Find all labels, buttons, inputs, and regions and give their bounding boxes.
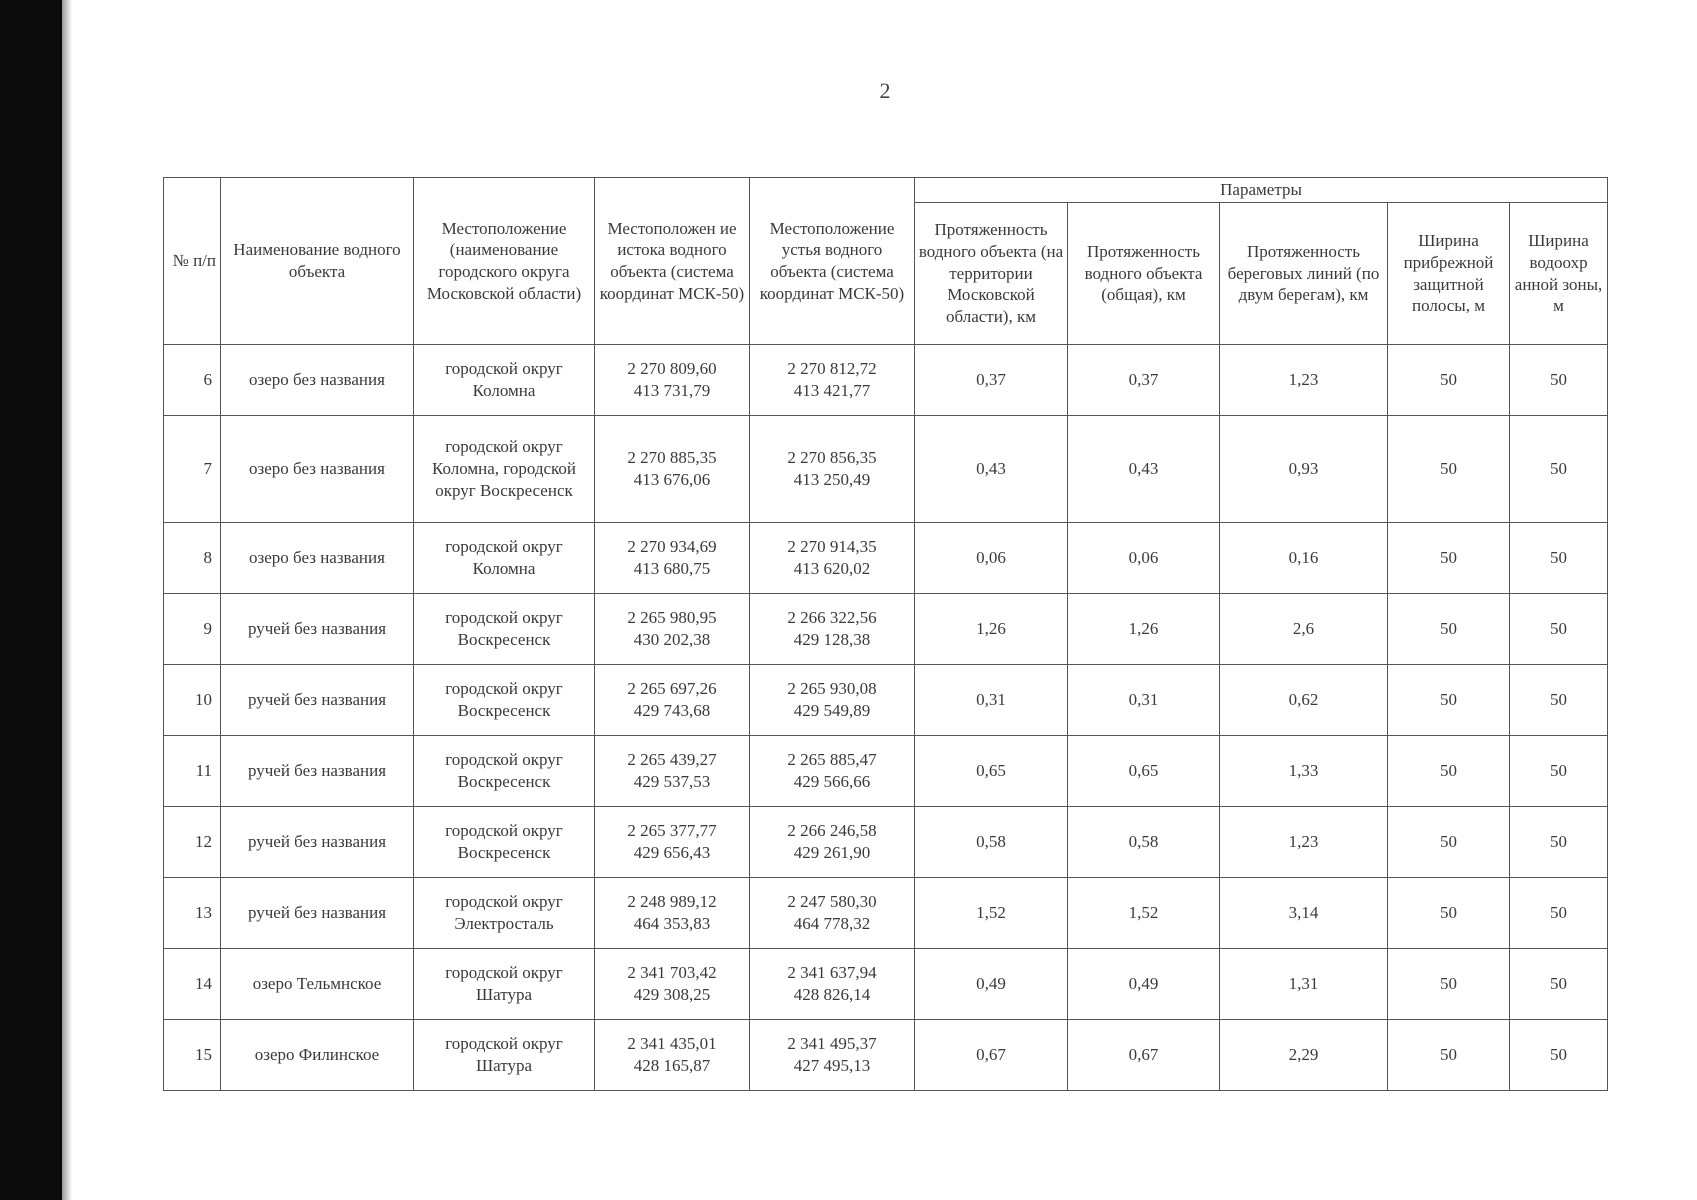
cell-length-region: 0,06 [915, 523, 1068, 594]
header-num: № п/п [164, 178, 221, 345]
scan-edge-fade [62, 0, 72, 1200]
header-length-total: Протяженность водного объекта (общая), км [1068, 203, 1220, 345]
cell-name: ручей без названия [221, 878, 414, 949]
mouth-x: 2 341 637,94 [787, 963, 877, 983]
source-x: 2 265 980,95 [627, 608, 717, 628]
cell-num: 13 [164, 878, 221, 949]
cell-num: 10 [164, 665, 221, 736]
cell-length-total: 0,67 [1068, 1020, 1220, 1091]
cell-name: озеро Филинское [221, 1020, 414, 1091]
cell-source [595, 736, 750, 807]
source-y: 464 353,83 [633, 914, 711, 933]
cell-mouth [750, 807, 915, 878]
mouth-y: 429 566,66 [793, 772, 871, 791]
mouth-y: 429 261,90 [793, 843, 871, 862]
cell-length-total: 0,43 [1068, 416, 1220, 523]
cell-location: городской округ Воскресенск [414, 736, 595, 807]
source-x: 2 270 809,60 [627, 359, 717, 379]
cell-shore-length: 1,23 [1220, 345, 1388, 416]
cell-source [595, 878, 750, 949]
cell-length-total: 1,26 [1068, 594, 1220, 665]
cell-length-region: 0,43 [915, 416, 1068, 523]
source-x: 2 270 885,35 [627, 448, 717, 468]
cell-coastal-strip: 50 [1388, 665, 1510, 736]
cell-source [595, 594, 750, 665]
cell-name: ручей без названия [221, 594, 414, 665]
source-y: 429 743,68 [633, 701, 711, 720]
cell-shore-length: 2,6 [1220, 594, 1388, 665]
page-number: 2 [879, 78, 891, 103]
mouth-x: 2 270 914,35 [787, 537, 877, 557]
cell-protection-zone: 50 [1510, 949, 1608, 1020]
mouth-y: 413 250,49 [793, 470, 871, 489]
cell-length-region: 0,58 [915, 807, 1068, 878]
cell-length-total: 1,52 [1068, 878, 1220, 949]
cell-shore-length: 3,14 [1220, 878, 1388, 949]
cell-location: городской округ Электросталь [414, 878, 595, 949]
mouth-y: 413 421,77 [793, 381, 871, 400]
cell-length-total: 0,31 [1068, 665, 1220, 736]
mouth-x: 2 270 856,35 [787, 448, 877, 468]
cell-protection-zone: 50 [1510, 807, 1608, 878]
cell-location: городской округ Коломна [414, 523, 595, 594]
cell-protection-zone: 50 [1510, 878, 1608, 949]
cell-length-total: 0,58 [1068, 807, 1220, 878]
cell-mouth [750, 594, 915, 665]
cell-protection-zone: 50 [1510, 1020, 1608, 1091]
cell-coastal-strip: 50 [1388, 594, 1510, 665]
cell-name: озеро без названия [221, 523, 414, 594]
mouth-y: 464 778,32 [793, 914, 871, 933]
mouth-y: 429 549,89 [793, 701, 871, 720]
cell-protection-zone: 50 [1510, 345, 1608, 416]
header-name: Наименование водного объекта [221, 178, 414, 345]
cell-coastal-strip: 50 [1388, 878, 1510, 949]
source-x: 2 265 697,26 [627, 679, 717, 699]
cell-location: городской округ Воскресенск [414, 807, 595, 878]
cell-coastal-strip: 50 [1388, 736, 1510, 807]
cell-coastal-strip: 50 [1388, 345, 1510, 416]
table-header [164, 178, 1608, 345]
cell-coastal-strip: 50 [1388, 416, 1510, 523]
cell-source [595, 807, 750, 878]
cell-protection-zone: 50 [1510, 665, 1608, 736]
cell-length-total: 0,49 [1068, 949, 1220, 1020]
cell-num: 14 [164, 949, 221, 1020]
cell-source [595, 665, 750, 736]
cell-location: городской округ Воскресенск [414, 594, 595, 665]
cell-source [595, 345, 750, 416]
table-row [164, 807, 1608, 878]
cell-name: озеро без названия [221, 416, 414, 523]
source-y: 429 656,43 [633, 843, 711, 862]
source-x: 2 341 703,42 [627, 963, 717, 983]
cell-mouth [750, 878, 915, 949]
source-y: 413 680,75 [633, 559, 711, 578]
table-row [164, 416, 1608, 523]
source-y: 429 537,53 [633, 772, 711, 791]
table-row [164, 523, 1608, 594]
cell-shore-length: 1,23 [1220, 807, 1388, 878]
header-mouth: Местоположение устья водного объекта (система координат МСК-50) [750, 178, 915, 345]
cell-length-total: 0,65 [1068, 736, 1220, 807]
source-y: 413 731,79 [633, 381, 711, 400]
mouth-x: 2 265 930,08 [787, 679, 877, 699]
mouth-y: 428 826,14 [793, 985, 871, 1004]
table-body [164, 345, 1608, 1091]
water-objects-table [163, 177, 1608, 1091]
cell-num: 6 [164, 345, 221, 416]
cell-length-region: 1,52 [915, 878, 1068, 949]
header-params: Параметры [915, 178, 1608, 203]
cell-source [595, 949, 750, 1020]
scan-dark-edge [0, 0, 62, 1200]
table-row [164, 949, 1608, 1020]
cell-num: 7 [164, 416, 221, 523]
cell-coastal-strip: 50 [1388, 807, 1510, 878]
cell-length-region: 0,65 [915, 736, 1068, 807]
cell-length-region: 0,31 [915, 665, 1068, 736]
cell-shore-length: 0,16 [1220, 523, 1388, 594]
table-row [164, 594, 1608, 665]
cell-protection-zone: 50 [1510, 594, 1608, 665]
cell-name: ручей без названия [221, 665, 414, 736]
mouth-y: 413 620,02 [793, 559, 871, 578]
header-location: Местоположение (наименование городского округа Московской области) [414, 178, 595, 345]
table-row [164, 878, 1608, 949]
cell-length-total: 0,37 [1068, 345, 1220, 416]
cell-num: 15 [164, 1020, 221, 1091]
cell-coastal-strip: 50 [1388, 1020, 1510, 1091]
cell-shore-length: 0,93 [1220, 416, 1388, 523]
source-x: 2 265 377,77 [627, 821, 717, 841]
source-x: 2 270 934,69 [627, 537, 717, 557]
table-row [164, 736, 1608, 807]
header-protection-zone: Ширина водоохр анной зоны, м [1510, 203, 1608, 345]
cell-shore-length: 0,62 [1220, 665, 1388, 736]
cell-source [595, 416, 750, 523]
cell-location: городской округ Шатура [414, 949, 595, 1020]
cell-location: городской округ Шатура [414, 1020, 595, 1091]
cell-name: ручей без названия [221, 807, 414, 878]
cell-name: озеро Тельмнское [221, 949, 414, 1020]
header-shore-length: Протяженность береговых линий (по двум берегам), км [1220, 203, 1388, 345]
cell-shore-length: 1,33 [1220, 736, 1388, 807]
mouth-x: 2 270 812,72 [787, 359, 877, 379]
mouth-x: 2 341 495,37 [787, 1034, 877, 1054]
cell-shore-length: 1,31 [1220, 949, 1388, 1020]
cell-protection-zone: 50 [1510, 416, 1608, 523]
cell-coastal-strip: 50 [1388, 523, 1510, 594]
source-y: 428 165,87 [633, 1056, 711, 1075]
cell-num: 9 [164, 594, 221, 665]
cell-name: озеро без названия [221, 345, 414, 416]
mouth-y: 429 128,38 [793, 630, 871, 649]
cell-length-region: 0,67 [915, 1020, 1068, 1091]
cell-length-region: 0,49 [915, 949, 1068, 1020]
cell-length-region: 0,37 [915, 345, 1068, 416]
cell-shore-length: 2,29 [1220, 1020, 1388, 1091]
table-row [164, 345, 1608, 416]
cell-protection-zone: 50 [1510, 523, 1608, 594]
cell-mouth [750, 949, 915, 1020]
mouth-x: 2 266 246,58 [787, 821, 877, 841]
header-coastal-strip: Ширина прибрежной защитной полосы, м [1388, 203, 1510, 345]
table-row [164, 1020, 1608, 1091]
source-y: 430 202,38 [633, 630, 711, 649]
source-x: 2 265 439,27 [627, 750, 717, 770]
cell-mouth [750, 665, 915, 736]
cell-mouth [750, 345, 915, 416]
cell-location: городской округ Коломна, городской округ Воскресенск [414, 416, 595, 523]
cell-num: 11 [164, 736, 221, 807]
mouth-x: 2 266 322,56 [787, 608, 877, 628]
table-row [164, 665, 1608, 736]
cell-name: ручей без названия [221, 736, 414, 807]
header-source: Местоположен ие истока водного объекта (система координат МСК-50) [595, 178, 750, 345]
cell-mouth [750, 736, 915, 807]
cell-source [595, 1020, 750, 1091]
mouth-x: 2 247 580,30 [787, 892, 877, 912]
source-x: 2 341 435,01 [627, 1034, 717, 1054]
cell-protection-zone: 50 [1510, 736, 1608, 807]
cell-num: 8 [164, 523, 221, 594]
mouth-y: 427 495,13 [793, 1056, 871, 1075]
cell-length-region: 1,26 [915, 594, 1068, 665]
source-y: 413 676,06 [633, 470, 711, 489]
cell-mouth [750, 1020, 915, 1091]
cell-num: 12 [164, 807, 221, 878]
source-y: 429 308,25 [633, 985, 711, 1004]
cell-location: городской округ Воскресенск [414, 665, 595, 736]
cell-source [595, 523, 750, 594]
cell-coastal-strip: 50 [1388, 949, 1510, 1020]
cell-location: городской округ Коломна [414, 345, 595, 416]
source-x: 2 248 989,12 [627, 892, 717, 912]
cell-mouth [750, 416, 915, 523]
mouth-x: 2 265 885,47 [787, 750, 877, 770]
cell-mouth [750, 523, 915, 594]
header-length-region: Протяженность водного объекта (на территории Московской области), км [915, 203, 1068, 345]
cell-length-total: 0,06 [1068, 523, 1220, 594]
